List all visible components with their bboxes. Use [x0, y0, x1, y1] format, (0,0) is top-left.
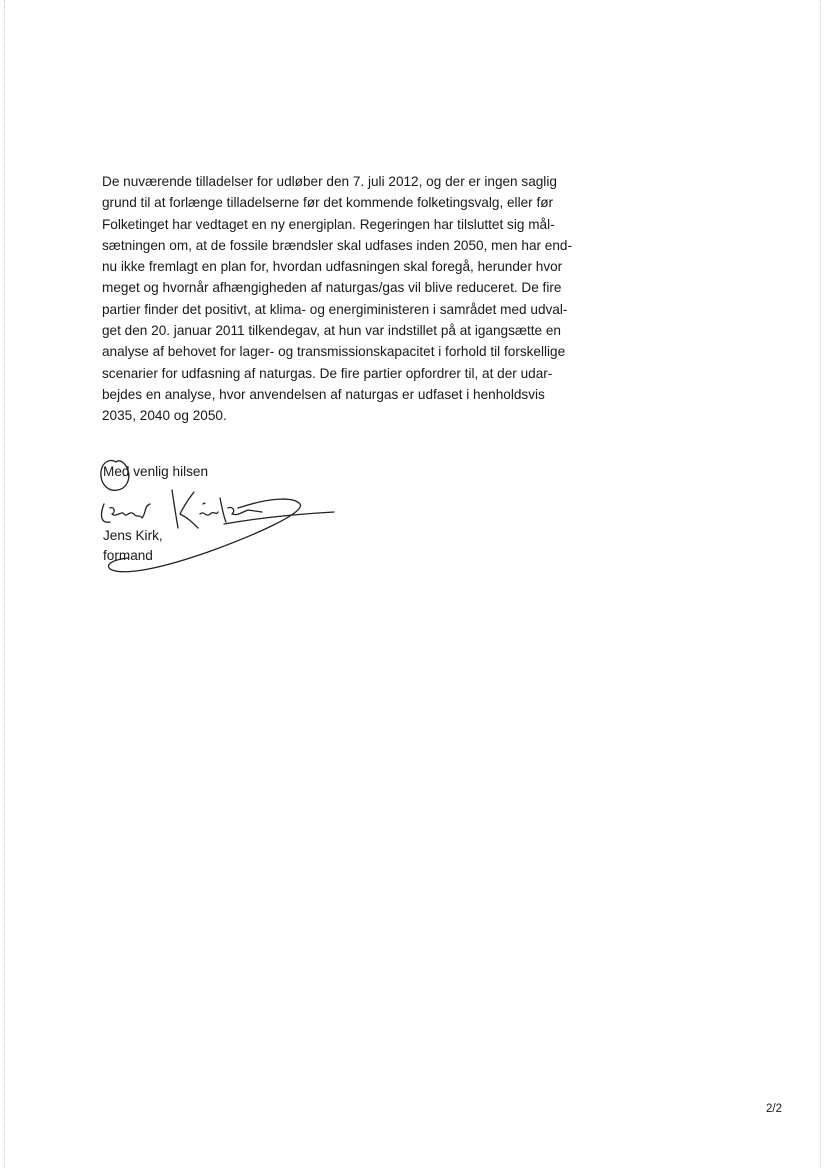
- body-line: meget og hvornår afhængigheden af naturgas/gas vil blive reduceret. De fire: [102, 280, 562, 296]
- body-line: partier finder det positivt, at klima- og energiministeren i samrådet med udval-: [102, 301, 568, 317]
- body-line: 2035, 2040 og 2050.: [102, 408, 227, 424]
- signer-title: formand: [103, 548, 153, 563]
- body-line: De nuværende tilladelser for udløber den 7. juli 2012, og der er ingen saglig: [102, 174, 557, 189]
- body-line: Folketinget har vedtaget en ny energiplan. Regeringen har tilsluttet sig mål-: [102, 216, 555, 232]
- body-line: nu ikke fremlagt en plan for, hvordan udfasningen skal foregå, herunder hvor: [102, 259, 563, 275]
- signer-name: Jens Kirk,: [103, 528, 163, 543]
- body-line: sætningen om, at de fossile brændsler skal udfases inden 2050, men har end-: [102, 237, 573, 253]
- scan-edge-left: [4, 0, 5, 1168]
- page-number: 2/2: [766, 1103, 782, 1115]
- body-line: bejdes en analyse, hvor anvendelsen af naturgas er udfaset i henholdsvis: [102, 386, 545, 402]
- closing-salutation: Med venlig hilsen: [103, 464, 209, 479]
- letter-body-paragraph: [102, 171, 592, 427]
- body-line: grund til at forlænge tilladelserne før det kommende folketingsvalg, eller før: [102, 195, 554, 211]
- scan-edge-right: [820, 0, 821, 1168]
- body-line: get den 20. januar 2011 tilkendegav, at hun var indstillet på at igangsætte en: [102, 323, 561, 339]
- body-line: analyse af behovet for lager- og transmissionskapacitet i forhold til forskellige: [102, 344, 566, 360]
- body-line: scenarier for udfasning af naturgas. De fire partier opfordrer til, at der udar-: [102, 365, 553, 381]
